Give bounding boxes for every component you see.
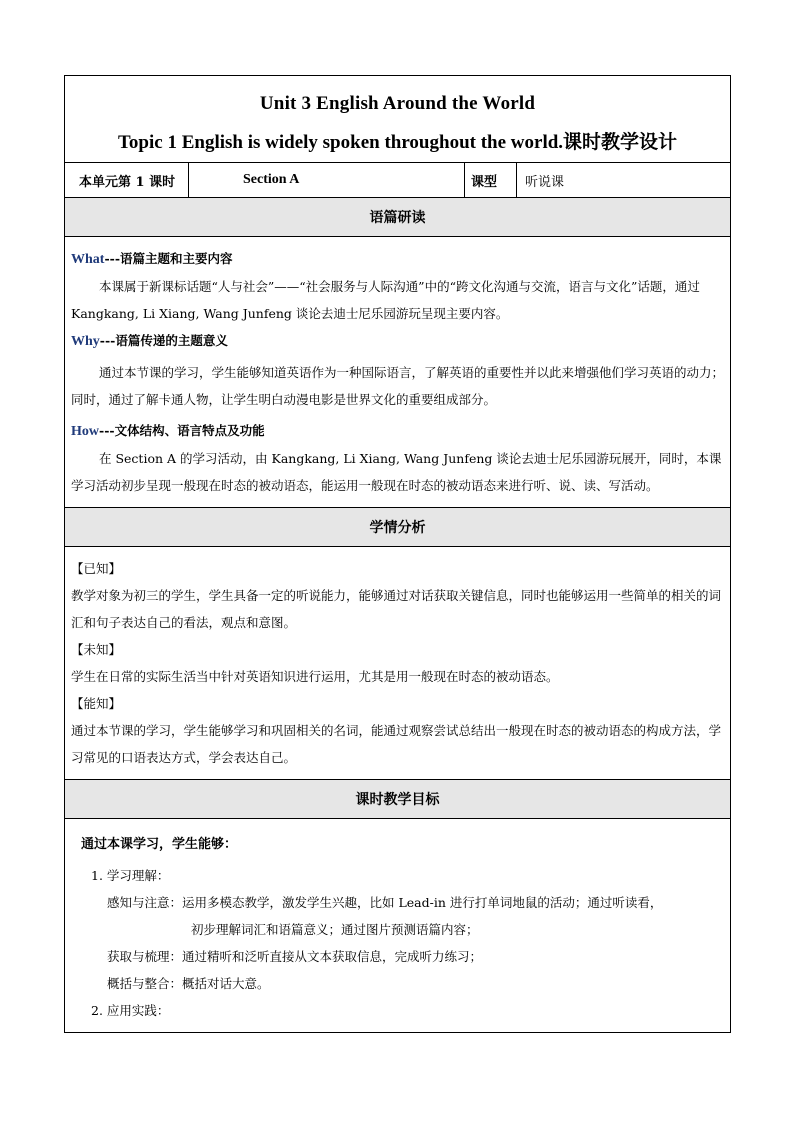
lesson-plan-page — [64, 75, 730, 1033]
goal-item-1: 1. 学习理解： — [91, 868, 170, 883]
topic-title: Topic 1 English is widely spoken throughout the world.课时教学设计 — [118, 131, 678, 153]
how-subtitle: ---文体结构、语言特点及功能 — [99, 423, 265, 438]
known-text: 教学对象为初三的学生，学生具备一定的听说能力，能够通过对话获取关键信息，同时也能够运用一些简单的相关的词汇和句子表达自己的看法，观点和意图。 — [71, 588, 722, 630]
goal-item-2: 2. 应用实践： — [91, 1003, 170, 1018]
what-heading — [71, 245, 724, 273]
why-subtitle: ---语篇传递的主题意义 — [99, 333, 228, 348]
goal-perceive-continued: 初步理解词汇和语篇意义；通过图片预测语篇内容； — [191, 922, 479, 937]
what-text: 本课属于新课标话题“人与社会”——“社会服务与人际沟通”中的“跨文化沟通与交流，语言与文化”话题，通过 Kangkang, Li Xiang, Wang Junfeng 谈论去迪士尼乐园游玩呈现主要内容。 — [71, 279, 700, 321]
what-label: What — [71, 252, 105, 267]
lesson-number: 本单元第 1 课时 — [65, 163, 189, 198]
info-row — [65, 163, 731, 198]
why-heading — [71, 327, 724, 355]
section-name: Section A — [189, 163, 465, 198]
goals-intro: 通过本课学习，学生能够： — [81, 837, 238, 852]
goal-acquire: 获取与梳理：通过精听和泛听直接从文本获取信息，完成听力练习； — [107, 949, 483, 964]
what-subtitle: ---语篇主题和主要内容 — [104, 251, 233, 266]
goals-content — [65, 819, 731, 1033]
analysis-heading: 学情分析 — [65, 508, 731, 547]
goal-perceive: 感知与注意：运用多模态教学，激发学生兴趣，比如 Lead-in 进行打单词地鼠的活动；通过听读看， — [107, 895, 663, 910]
why-label: Why — [71, 334, 100, 349]
title-cell — [65, 76, 731, 163]
lesson-type-label: 课型 — [465, 163, 517, 198]
able-text: 通过本节课的学习，学生能够学习和巩固相关的名词，能通过观察尝试总结出一般现在时态的被动语态的构成方法，学习常见的口语表达方式，学会表达自己。 — [71, 723, 722, 765]
lesson-plan-table — [64, 75, 731, 1033]
why-text: 通过本节课的学习，学生能够知道英语作为一种国际语言，了解英语的重要性并以此来增强他们学习英语的动力；同时，通过了解卡通人物，让学生明白动漫电影是世界文化的重要组成部分。 — [71, 365, 725, 407]
unknown-text: 学生在日常的实际生活当中针对英语知识进行运用，尤其是用一般现在时态的被动语态。 — [71, 669, 559, 684]
lesson-type-value: 听说课 — [517, 163, 731, 198]
analysis-content — [65, 547, 731, 780]
how-heading — [71, 417, 724, 445]
known-label: 【已知】 — [71, 561, 122, 576]
unit-title: Unit 3 English Around the World — [259, 92, 536, 114]
how-label: How — [71, 424, 99, 439]
reading-content — [65, 237, 731, 508]
how-text: 在 Section A 的学习活动，由 Kangkang, Li Xiang, Wang Junfeng 谈论去迪士尼乐园游玩展开，同时，本课学习活动初步呈现一般现在时态的被动语态，能运用一般现在时态的被动语态来进行听、说、读、写活动。 — [71, 451, 722, 493]
able-label: 【能知】 — [71, 696, 122, 711]
reading-heading: 语篇研读 — [65, 198, 731, 237]
goals-heading: 课时教学目标 — [65, 780, 731, 819]
goal-summarize: 概括与整合：概括对话大意。 — [107, 976, 270, 991]
unknown-label: 【未知】 — [71, 642, 122, 657]
